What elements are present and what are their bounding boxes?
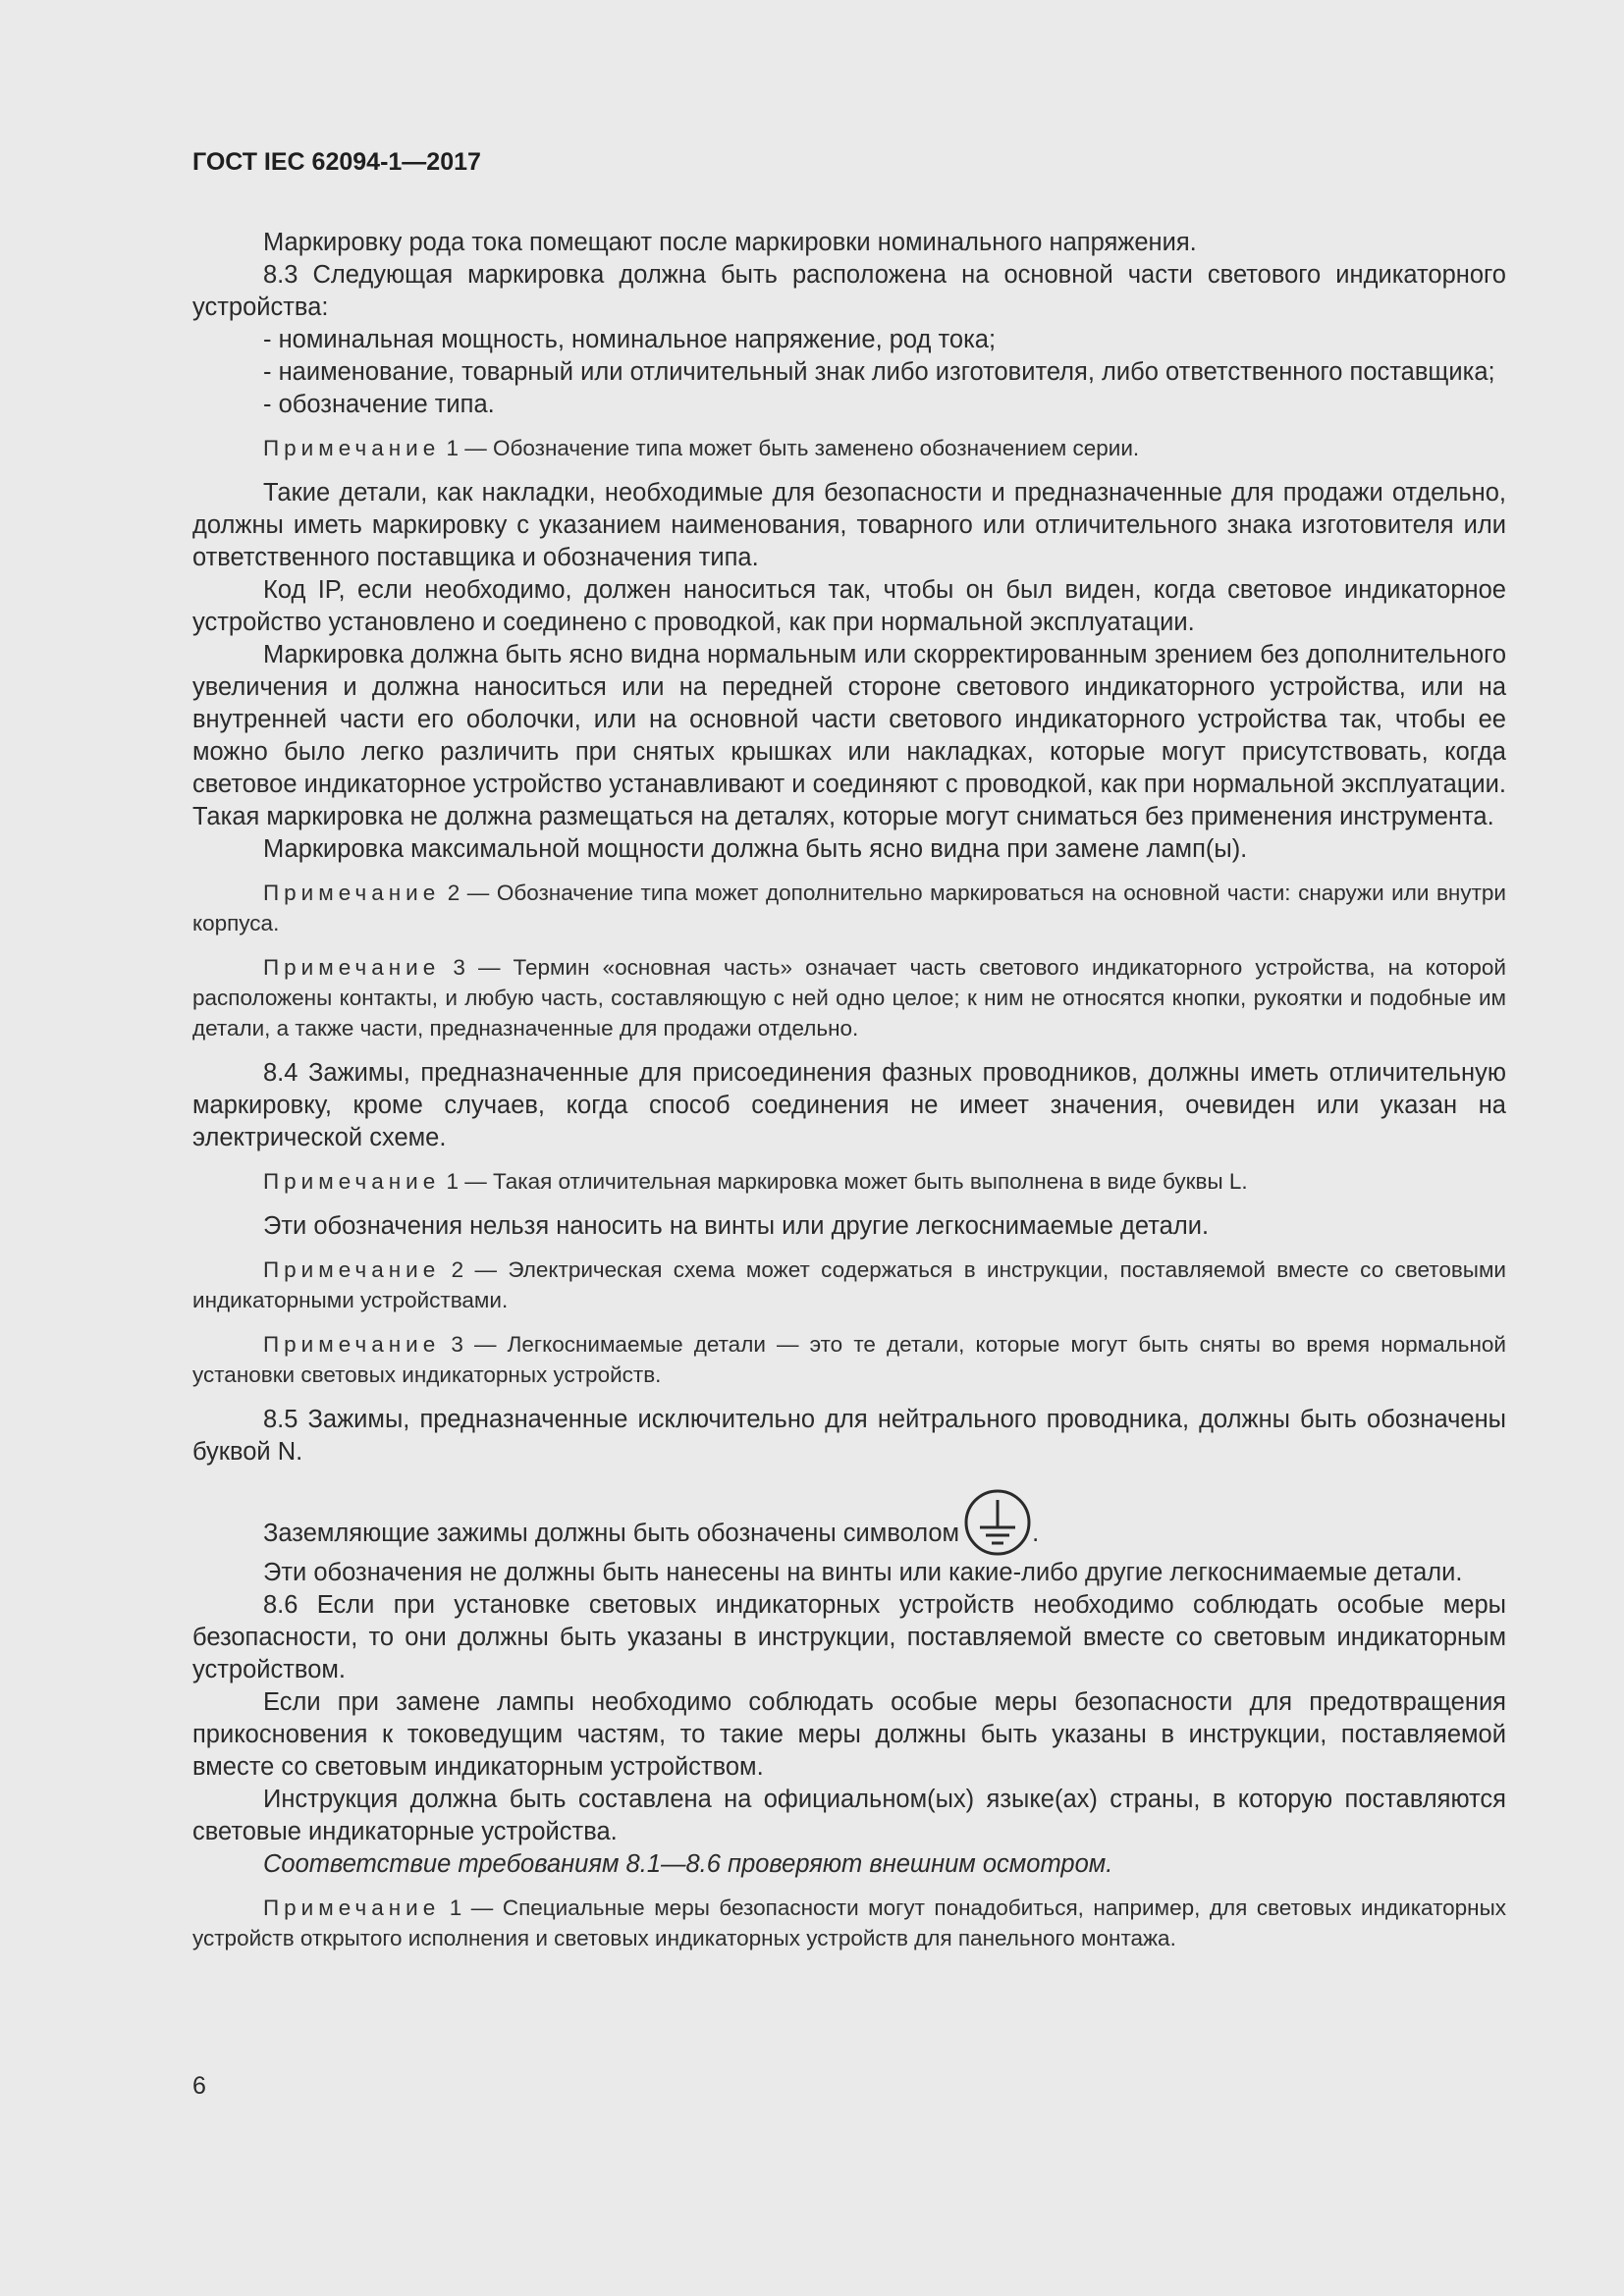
paragraph: Эти обозначения нельзя наносить на винты или другие легкоснимаемые детали. (263, 1212, 1210, 1240)
note (192, 1255, 1506, 1315)
note-label: Примечание (263, 1332, 441, 1357)
paragraph-ground-symbol (192, 1488, 1506, 1557)
note-text: 2 — Электрическая схема может содержаться в инструкции, поставляемой вместе со световыми индикаторными устройствами. (192, 1257, 1506, 1312)
note (192, 952, 1506, 1043)
document-header: ГОСТ IEC 62094-1—2017 (192, 148, 481, 176)
paragraph: 8.6 Если при установке световых индикаторных устройств необходимо соблюдать особые меры безопасности, то они должны быть указаны в инструкции, поставляемой вместе со световым индикаторным устройством. (192, 1591, 1506, 1683)
note-label: Примечание (263, 881, 441, 905)
note-label: Примечание (263, 1257, 441, 1282)
paragraph: 8.3 Следующая маркировка должна быть расположена на основной части светового индикаторного устройства: (192, 261, 1506, 321)
paragraph: Такие детали, как накладки, необходимые для безопасности и предназначенные для продажи отдельно, должны иметь маркировку с указанием наименования, товарного или отличительного знака изготовителя или ответственного поставщика и обозначения типа. (192, 479, 1506, 571)
paragraph: 8.5 Зажимы, предназначенные исключительно для нейтрального проводника, должны быть обозначены буквой N. (192, 1406, 1506, 1466)
note-text: 1 — Обозначение типа может быть заменено обозначением серии. (440, 436, 1140, 460)
paragraph: 8.4 Зажимы, предназначенные для присоединения фазных проводников, должны иметь отличительную маркировку, кроме случаев, когда способ соединения не имеет значения, очевиден или указан на электрической схеме. (192, 1059, 1506, 1151)
note (192, 433, 1506, 463)
document-body (192, 227, 1506, 1967)
paragraph: Инструкция должна быть составлена на официальном(ых) языке(ах) страны, в которую поставляются световые индикаторные устройства. (192, 1786, 1506, 1845)
paragraph: Маркировку рода тока помещают после маркировки номинального напряжения. (263, 229, 1197, 256)
note-text: 1 — Такая отличительная маркировка может быть выполнена в виде буквы L. (440, 1169, 1248, 1194)
note (192, 1166, 1506, 1197)
paragraph: Эти обозначения не должны быть нанесены на винты или какие-либо другие легкоснимаемые детали. (263, 1559, 1463, 1586)
paragraph-text: Заземляющие зажимы должны быть обозначены символом (263, 1520, 960, 1547)
paragraph: Код IP, если необходимо, должен наноситься так, чтобы он был виден, когда световое индикаторное устройство установлено и соединено с проводкой, как при нормальной эксплуатации. (192, 576, 1506, 636)
paragraph-compliance: Соответствие требованиям 8.1—8.6 проверяют внешним осмотром. (263, 1850, 1113, 1878)
note (192, 1329, 1506, 1390)
note-text: 3 — Легкоснимаемые детали — это те детали, которые могут быть сняты во время нормальной установки световых индикаторных устройств. (192, 1332, 1506, 1387)
note-text: 2 — Обозначение типа может дополнительно маркироваться на основной части: снаружи или внутри корпуса. (192, 881, 1506, 935)
list-item: - наименование, товарный или отличительный знак либо изготовителя, либо ответственного поставщика; (263, 358, 1495, 386)
paragraph: Если при замене лампы необходимо соблюдать особые меры безопасности для предотвращения прикосновения к токоведущим частям, то такие меры должны быть указаны в инструкции, поставляемой вместе со световым индикаторным устройством. (192, 1688, 1506, 1781)
paragraph: Маркировка должна быть ясно видна нормальным или скорректированным зрением без дополнительного увеличения и должна наноситься или на передней стороне светового индикаторного устройства, или на внутренней части его оболочки, или на основной части светового индикаторного устройства так, чтобы ее можно было легко различить при снятых крышках или накладках, которые могут присутствовать, когда световое индикаторное устройство устанавливают и соединяют с проводкой, как при нормальной эксплуатации. Такая маркировка не должна размещаться на деталях, которые могут сниматься без применения инструмента. (192, 641, 1506, 830)
note-text: 3 — Термин «основная часть» означает часть светового индикаторного устройства, на которой расположены контакты, и любую часть, составляющую с ней одно целое; к ним не относятся кнопки, рукоятки и подобные им детали, а также части, предназначенные для продажи отдельно. (192, 955, 1506, 1041)
note (192, 1893, 1506, 1953)
note-label: Примечание (263, 436, 441, 460)
paragraph: Маркировка максимальной мощности должна быть ясно видна при замене ламп(ы). (263, 835, 1248, 863)
note-label: Примечание (263, 1169, 441, 1194)
protective-earth-icon (963, 1488, 1032, 1557)
note (192, 878, 1506, 938)
period: . (1032, 1520, 1040, 1547)
list-item: - обозначение типа. (263, 391, 495, 418)
note-label: Примечание (263, 955, 441, 980)
note-label: Примечание (263, 1896, 441, 1920)
page-number: 6 (192, 2072, 206, 2100)
list-item: - номинальная мощность, номинальное напряжение, род тока; (263, 326, 997, 353)
note-text: 1 — Специальные меры безопасности могут понадобиться, например, для световых индикаторных устройств открытого исполнения и световых индикаторных устройств для панельного монтажа. (192, 1896, 1506, 1950)
